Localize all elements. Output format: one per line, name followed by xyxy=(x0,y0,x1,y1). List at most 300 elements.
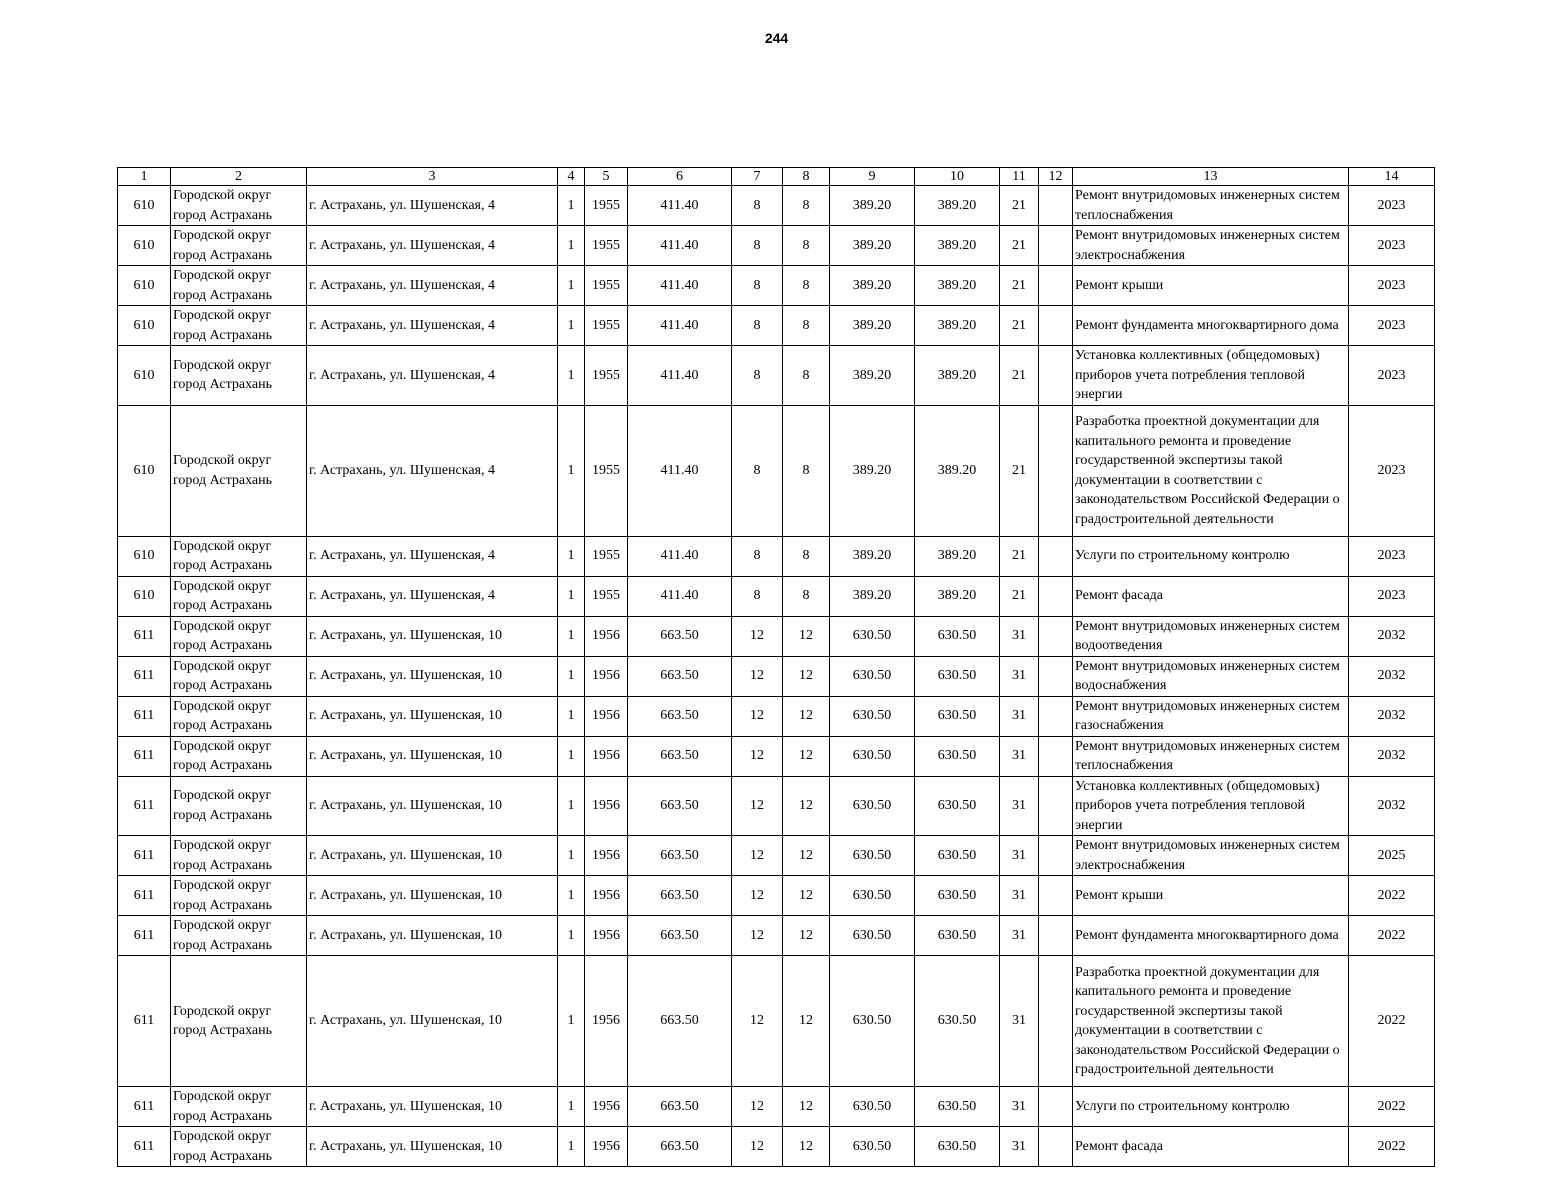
table-row xyxy=(118,226,1435,266)
column-header: 11 xyxy=(1000,168,1039,186)
table-row xyxy=(118,536,1435,576)
address-cell: г. Астрахань, ул. Шушенская, 4 xyxy=(307,346,558,406)
col10-cell: 630.50 xyxy=(915,616,1000,656)
col4-cell: 1 xyxy=(558,956,585,1087)
col8-cell: 8 xyxy=(783,405,830,536)
area-cell: 663.50 xyxy=(628,876,732,916)
col7-cell: 8 xyxy=(732,226,783,266)
col12-cell xyxy=(1039,776,1073,836)
col9-cell: 389.20 xyxy=(830,536,915,576)
column-header: 4 xyxy=(558,168,585,186)
col10-cell: 389.20 xyxy=(915,306,1000,346)
col4-cell: 1 xyxy=(558,836,585,876)
col11-cell: 31 xyxy=(1000,616,1039,656)
col4-cell: 1 xyxy=(558,536,585,576)
col10-cell: 389.20 xyxy=(915,226,1000,266)
year-cell: 1955 xyxy=(585,346,628,406)
col11-cell: 21 xyxy=(1000,346,1039,406)
table-row xyxy=(118,776,1435,836)
planned-year-cell: 2023 xyxy=(1349,186,1435,226)
col9-cell: 630.50 xyxy=(830,916,915,956)
column-header: 3 xyxy=(307,168,558,186)
col4-cell: 1 xyxy=(558,576,585,616)
col7-cell: 12 xyxy=(732,736,783,776)
row-number-cell: 610 xyxy=(118,536,171,576)
col9-cell: 630.50 xyxy=(830,736,915,776)
area-cell: 663.50 xyxy=(628,616,732,656)
repair-program-table xyxy=(117,167,1435,1167)
col12-cell xyxy=(1039,536,1073,576)
col8-cell: 8 xyxy=(783,266,830,306)
col10-cell: 630.50 xyxy=(915,1087,1000,1127)
row-number-cell: 611 xyxy=(118,656,171,696)
col9-cell: 389.20 xyxy=(830,186,915,226)
col11-cell: 21 xyxy=(1000,405,1039,536)
planned-year-cell: 2023 xyxy=(1349,226,1435,266)
address-cell: г. Астрахань, ул. Шушенская, 4 xyxy=(307,576,558,616)
col8-cell: 12 xyxy=(783,1127,830,1167)
col8-cell: 12 xyxy=(783,616,830,656)
col9-cell: 389.20 xyxy=(830,226,915,266)
col11-cell: 31 xyxy=(1000,776,1039,836)
year-cell: 1956 xyxy=(585,656,628,696)
column-header: 5 xyxy=(585,168,628,186)
col4-cell: 1 xyxy=(558,346,585,406)
table-body xyxy=(118,186,1435,1167)
col4-cell: 1 xyxy=(558,226,585,266)
col10-cell: 630.50 xyxy=(915,736,1000,776)
area-cell: 663.50 xyxy=(628,736,732,776)
work-type-cell: Ремонт фундамента многоквартирного дома xyxy=(1073,916,1349,956)
table-row xyxy=(118,405,1435,536)
address-cell: г. Астрахань, ул. Шушенская, 10 xyxy=(307,736,558,776)
row-number-cell: 611 xyxy=(118,696,171,736)
col10-cell: 630.50 xyxy=(915,776,1000,836)
work-type-cell: Ремонт крыши xyxy=(1073,876,1349,916)
col8-cell: 12 xyxy=(783,736,830,776)
col10-cell: 630.50 xyxy=(915,956,1000,1087)
col8-cell: 12 xyxy=(783,916,830,956)
year-cell: 1955 xyxy=(585,306,628,346)
column-header: 6 xyxy=(628,168,732,186)
col9-cell: 389.20 xyxy=(830,266,915,306)
col12-cell xyxy=(1039,656,1073,696)
col10-cell: 630.50 xyxy=(915,656,1000,696)
work-type-cell: Ремонт внутридомовых инженерных систем электроснабжения xyxy=(1073,226,1349,266)
table-row xyxy=(118,736,1435,776)
address-cell: г. Астрахань, ул. Шушенская, 10 xyxy=(307,836,558,876)
col7-cell: 12 xyxy=(732,616,783,656)
year-cell: 1955 xyxy=(585,576,628,616)
column-number-row xyxy=(118,168,1435,186)
municipality-cell: Городской округ город Астрахань xyxy=(171,956,307,1087)
address-cell: г. Астрахань, ул. Шушенская, 10 xyxy=(307,656,558,696)
col4-cell: 1 xyxy=(558,916,585,956)
col10-cell: 389.20 xyxy=(915,405,1000,536)
planned-year-cell: 2022 xyxy=(1349,876,1435,916)
col8-cell: 8 xyxy=(783,186,830,226)
address-cell: г. Астрахань, ул. Шушенская, 4 xyxy=(307,405,558,536)
work-type-cell: Установка коллективных (общедомовых) приборов учета потребления тепловой энергии xyxy=(1073,346,1349,406)
year-cell: 1956 xyxy=(585,956,628,1087)
row-number-cell: 611 xyxy=(118,956,171,1087)
row-number-cell: 611 xyxy=(118,616,171,656)
work-type-cell: Ремонт внутридомовых инженерных систем водоснабжения xyxy=(1073,656,1349,696)
col10-cell: 630.50 xyxy=(915,836,1000,876)
row-number-cell: 610 xyxy=(118,405,171,536)
col12-cell xyxy=(1039,696,1073,736)
page-number: 244 xyxy=(764,30,789,46)
col9-cell: 630.50 xyxy=(830,1087,915,1127)
year-cell: 1956 xyxy=(585,616,628,656)
work-type-cell: Установка коллективных (общедомовых) приборов учета потребления тепловой энергии xyxy=(1073,776,1349,836)
municipality-cell: Городской округ город Астрахань xyxy=(171,1127,307,1167)
area-cell: 411.40 xyxy=(628,266,732,306)
col8-cell: 12 xyxy=(783,1087,830,1127)
col8-cell: 12 xyxy=(783,696,830,736)
table-row xyxy=(118,916,1435,956)
col4-cell: 1 xyxy=(558,405,585,536)
col4-cell: 1 xyxy=(558,776,585,836)
col8-cell: 8 xyxy=(783,536,830,576)
col4-cell: 1 xyxy=(558,616,585,656)
area-cell: 411.40 xyxy=(628,226,732,266)
area-cell: 411.40 xyxy=(628,306,732,346)
col12-cell xyxy=(1039,616,1073,656)
table-row xyxy=(118,1127,1435,1167)
planned-year-cell: 2032 xyxy=(1349,616,1435,656)
col11-cell: 21 xyxy=(1000,576,1039,616)
area-cell: 663.50 xyxy=(628,656,732,696)
planned-year-cell: 2023 xyxy=(1349,346,1435,406)
address-cell: г. Астрахань, ул. Шушенская, 10 xyxy=(307,776,558,836)
column-header: 8 xyxy=(783,168,830,186)
col4-cell: 1 xyxy=(558,186,585,226)
address-cell: г. Астрахань, ул. Шушенская, 4 xyxy=(307,186,558,226)
col11-cell: 31 xyxy=(1000,736,1039,776)
col8-cell: 12 xyxy=(783,776,830,836)
work-type-cell: Ремонт внутридомовых инженерных систем теплоснабжения xyxy=(1073,736,1349,776)
year-cell: 1956 xyxy=(585,1087,628,1127)
work-type-cell: Разработка проектной документации для капитального ремонта и проведение государственной экспертизы такой документации в соответствии с законодательством Российской Федерации о градостроительной деятельности xyxy=(1073,956,1349,1087)
col10-cell: 630.50 xyxy=(915,1127,1000,1167)
year-cell: 1956 xyxy=(585,696,628,736)
year-cell: 1955 xyxy=(585,266,628,306)
column-header: 7 xyxy=(732,168,783,186)
col10-cell: 630.50 xyxy=(915,916,1000,956)
planned-year-cell: 2032 xyxy=(1349,776,1435,836)
area-cell: 663.50 xyxy=(628,836,732,876)
col12-cell xyxy=(1039,405,1073,536)
col10-cell: 389.20 xyxy=(915,346,1000,406)
col9-cell: 630.50 xyxy=(830,696,915,736)
year-cell: 1955 xyxy=(585,226,628,266)
table-row xyxy=(118,576,1435,616)
col7-cell: 8 xyxy=(732,186,783,226)
col11-cell: 21 xyxy=(1000,226,1039,266)
address-cell: г. Астрахань, ул. Шушенская, 10 xyxy=(307,956,558,1087)
address-cell: г. Астрахань, ул. Шушенская, 4 xyxy=(307,266,558,306)
col11-cell: 31 xyxy=(1000,956,1039,1087)
municipality-cell: Городской округ город Астрахань xyxy=(171,346,307,406)
col7-cell: 12 xyxy=(732,696,783,736)
table-row xyxy=(118,306,1435,346)
municipality-cell: Городской округ город Астрахань xyxy=(171,226,307,266)
address-cell: г. Астрахань, ул. Шушенская, 10 xyxy=(307,1127,558,1167)
col7-cell: 12 xyxy=(732,1127,783,1167)
municipality-cell: Городской округ город Астрахань xyxy=(171,736,307,776)
year-cell: 1956 xyxy=(585,736,628,776)
col4-cell: 1 xyxy=(558,266,585,306)
table-row xyxy=(118,266,1435,306)
area-cell: 663.50 xyxy=(628,1087,732,1127)
col7-cell: 8 xyxy=(732,405,783,536)
row-number-cell: 611 xyxy=(118,876,171,916)
col12-cell xyxy=(1039,346,1073,406)
col9-cell: 630.50 xyxy=(830,876,915,916)
work-type-cell: Ремонт внутридомовых инженерных систем электроснабжения xyxy=(1073,836,1349,876)
col12-cell xyxy=(1039,266,1073,306)
planned-year-cell: 2025 xyxy=(1349,836,1435,876)
col11-cell: 21 xyxy=(1000,306,1039,346)
address-cell: г. Астрахань, ул. Шушенская, 4 xyxy=(307,226,558,266)
year-cell: 1956 xyxy=(585,1127,628,1167)
col12-cell xyxy=(1039,916,1073,956)
row-number-cell: 610 xyxy=(118,306,171,346)
planned-year-cell: 2022 xyxy=(1349,916,1435,956)
col12-cell xyxy=(1039,836,1073,876)
table-row xyxy=(118,616,1435,656)
year-cell: 1956 xyxy=(585,776,628,836)
year-cell: 1955 xyxy=(585,186,628,226)
col11-cell: 21 xyxy=(1000,266,1039,306)
col11-cell: 31 xyxy=(1000,836,1039,876)
work-type-cell: Ремонт фундамента многоквартирного дома xyxy=(1073,306,1349,346)
col11-cell: 31 xyxy=(1000,656,1039,696)
row-number-cell: 611 xyxy=(118,776,171,836)
col8-cell: 8 xyxy=(783,226,830,266)
planned-year-cell: 2032 xyxy=(1349,696,1435,736)
row-number-cell: 611 xyxy=(118,1087,171,1127)
municipality-cell: Городской округ город Астрахань xyxy=(171,616,307,656)
col9-cell: 630.50 xyxy=(830,1127,915,1167)
col10-cell: 630.50 xyxy=(915,876,1000,916)
area-cell: 411.40 xyxy=(628,186,732,226)
planned-year-cell: 2032 xyxy=(1349,736,1435,776)
row-number-cell: 610 xyxy=(118,576,171,616)
work-type-cell: Ремонт внутридомовых инженерных систем газоснабжения xyxy=(1073,696,1349,736)
col4-cell: 1 xyxy=(558,1087,585,1127)
area-cell: 411.40 xyxy=(628,346,732,406)
col7-cell: 12 xyxy=(732,1087,783,1127)
table-row xyxy=(118,346,1435,406)
col8-cell: 8 xyxy=(783,576,830,616)
planned-year-cell: 2023 xyxy=(1349,306,1435,346)
table-row xyxy=(118,876,1435,916)
area-cell: 411.40 xyxy=(628,536,732,576)
address-cell: г. Астрахань, ул. Шушенская, 10 xyxy=(307,696,558,736)
work-type-cell: Ремонт крыши xyxy=(1073,266,1349,306)
col9-cell: 389.20 xyxy=(830,405,915,536)
column-header: 1 xyxy=(118,168,171,186)
work-type-cell: Ремонт фасада xyxy=(1073,1127,1349,1167)
municipality-cell: Городской округ город Астрахань xyxy=(171,836,307,876)
work-type-cell: Ремонт внутридомовых инженерных систем водоотведения xyxy=(1073,616,1349,656)
area-cell: 663.50 xyxy=(628,916,732,956)
area-cell: 663.50 xyxy=(628,696,732,736)
municipality-cell: Городской округ город Астрахань xyxy=(171,696,307,736)
col10-cell: 389.20 xyxy=(915,266,1000,306)
col11-cell: 31 xyxy=(1000,916,1039,956)
col8-cell: 12 xyxy=(783,836,830,876)
col8-cell: 12 xyxy=(783,956,830,1087)
col7-cell: 12 xyxy=(732,916,783,956)
work-type-cell: Услуги по строительному контролю xyxy=(1073,1087,1349,1127)
municipality-cell: Городской округ город Астрахань xyxy=(171,186,307,226)
year-cell: 1956 xyxy=(585,836,628,876)
col11-cell: 31 xyxy=(1000,696,1039,736)
address-cell: г. Астрахань, ул. Шушенская, 10 xyxy=(307,616,558,656)
col4-cell: 1 xyxy=(558,736,585,776)
col10-cell: 389.20 xyxy=(915,186,1000,226)
col7-cell: 8 xyxy=(732,266,783,306)
planned-year-cell: 2023 xyxy=(1349,266,1435,306)
col12-cell xyxy=(1039,186,1073,226)
work-type-cell: Разработка проектной документации для капитального ремонта и проведение государственной экспертизы такой документации в соответствии с законодательством Российской Федерации о градостроительной деятельности xyxy=(1073,405,1349,536)
planned-year-cell: 2023 xyxy=(1349,536,1435,576)
table-row xyxy=(118,656,1435,696)
col12-cell xyxy=(1039,1127,1073,1167)
col4-cell: 1 xyxy=(558,1127,585,1167)
col9-cell: 630.50 xyxy=(830,776,915,836)
col4-cell: 1 xyxy=(558,306,585,346)
col8-cell: 12 xyxy=(783,656,830,696)
municipality-cell: Городской округ город Астрахань xyxy=(171,916,307,956)
row-number-cell: 610 xyxy=(118,346,171,406)
municipality-cell: Городской округ город Астрахань xyxy=(171,405,307,536)
address-cell: г. Астрахань, ул. Шушенская, 4 xyxy=(307,536,558,576)
work-type-cell: Ремонт фасада xyxy=(1073,576,1349,616)
row-number-cell: 611 xyxy=(118,736,171,776)
column-header: 12 xyxy=(1039,168,1073,186)
row-number-cell: 610 xyxy=(118,226,171,266)
address-cell: г. Астрахань, ул. Шушенская, 10 xyxy=(307,1087,558,1127)
col7-cell: 12 xyxy=(732,956,783,1087)
address-cell: г. Астрахань, ул. Шушенская, 10 xyxy=(307,876,558,916)
col7-cell: 12 xyxy=(732,836,783,876)
table-row xyxy=(118,696,1435,736)
col11-cell: 31 xyxy=(1000,876,1039,916)
table-row xyxy=(118,186,1435,226)
col4-cell: 1 xyxy=(558,876,585,916)
col7-cell: 12 xyxy=(732,656,783,696)
col12-cell xyxy=(1039,736,1073,776)
col4-cell: 1 xyxy=(558,656,585,696)
planned-year-cell: 2022 xyxy=(1349,1127,1435,1167)
municipality-cell: Городской округ город Астрахань xyxy=(171,656,307,696)
planned-year-cell: 2023 xyxy=(1349,405,1435,536)
col8-cell: 12 xyxy=(783,876,830,916)
col12-cell xyxy=(1039,226,1073,266)
year-cell: 1956 xyxy=(585,876,628,916)
address-cell: г. Астрахань, ул. Шушенская, 4 xyxy=(307,306,558,346)
col12-cell xyxy=(1039,956,1073,1087)
row-number-cell: 610 xyxy=(118,266,171,306)
col9-cell: 389.20 xyxy=(830,306,915,346)
col11-cell: 21 xyxy=(1000,536,1039,576)
col9-cell: 630.50 xyxy=(830,656,915,696)
col7-cell: 8 xyxy=(732,576,783,616)
col9-cell: 630.50 xyxy=(830,616,915,656)
planned-year-cell: 2022 xyxy=(1349,956,1435,1087)
row-number-cell: 611 xyxy=(118,916,171,956)
col11-cell: 21 xyxy=(1000,186,1039,226)
planned-year-cell: 2022 xyxy=(1349,1087,1435,1127)
municipality-cell: Городской округ город Астрахань xyxy=(171,536,307,576)
area-cell: 411.40 xyxy=(628,405,732,536)
municipality-cell: Городской округ город Астрахань xyxy=(171,306,307,346)
col12-cell xyxy=(1039,306,1073,346)
municipality-cell: Городской округ город Астрахань xyxy=(171,576,307,616)
work-type-cell: Ремонт внутридомовых инженерных систем теплоснабжения xyxy=(1073,186,1349,226)
planned-year-cell: 2023 xyxy=(1349,576,1435,616)
work-type-cell: Услуги по строительному контролю xyxy=(1073,536,1349,576)
row-number-cell: 611 xyxy=(118,1127,171,1167)
col7-cell: 12 xyxy=(732,776,783,836)
planned-year-cell: 2032 xyxy=(1349,656,1435,696)
col11-cell: 31 xyxy=(1000,1087,1039,1127)
area-cell: 411.40 xyxy=(628,576,732,616)
col8-cell: 8 xyxy=(783,346,830,406)
municipality-cell: Городской округ город Астрахань xyxy=(171,776,307,836)
area-cell: 663.50 xyxy=(628,776,732,836)
col4-cell: 1 xyxy=(558,696,585,736)
col12-cell xyxy=(1039,576,1073,616)
address-cell: г. Астрахань, ул. Шушенская, 10 xyxy=(307,916,558,956)
column-header: 13 xyxy=(1073,168,1349,186)
col9-cell: 389.20 xyxy=(830,346,915,406)
col9-cell: 630.50 xyxy=(830,956,915,1087)
column-header: 9 xyxy=(830,168,915,186)
col7-cell: 12 xyxy=(732,876,783,916)
col10-cell: 389.20 xyxy=(915,536,1000,576)
col11-cell: 31 xyxy=(1000,1127,1039,1167)
col12-cell xyxy=(1039,1087,1073,1127)
column-header: 2 xyxy=(171,168,307,186)
table-row xyxy=(118,1087,1435,1127)
column-header: 10 xyxy=(915,168,1000,186)
column-header: 14 xyxy=(1349,168,1435,186)
col9-cell: 389.20 xyxy=(830,576,915,616)
col9-cell: 630.50 xyxy=(830,836,915,876)
row-number-cell: 611 xyxy=(118,836,171,876)
row-number-cell: 610 xyxy=(118,186,171,226)
area-cell: 663.50 xyxy=(628,1127,732,1167)
col7-cell: 8 xyxy=(732,346,783,406)
col7-cell: 8 xyxy=(732,306,783,346)
table-row xyxy=(118,956,1435,1087)
municipality-cell: Городской округ город Астрахань xyxy=(171,1087,307,1127)
area-cell: 663.50 xyxy=(628,956,732,1087)
year-cell: 1955 xyxy=(585,536,628,576)
table-row xyxy=(118,836,1435,876)
year-cell: 1956 xyxy=(585,916,628,956)
col10-cell: 389.20 xyxy=(915,576,1000,616)
municipality-cell: Городской округ город Астрахань xyxy=(171,876,307,916)
col7-cell: 8 xyxy=(732,536,783,576)
municipality-cell: Городской округ город Астрахань xyxy=(171,266,307,306)
col10-cell: 630.50 xyxy=(915,696,1000,736)
